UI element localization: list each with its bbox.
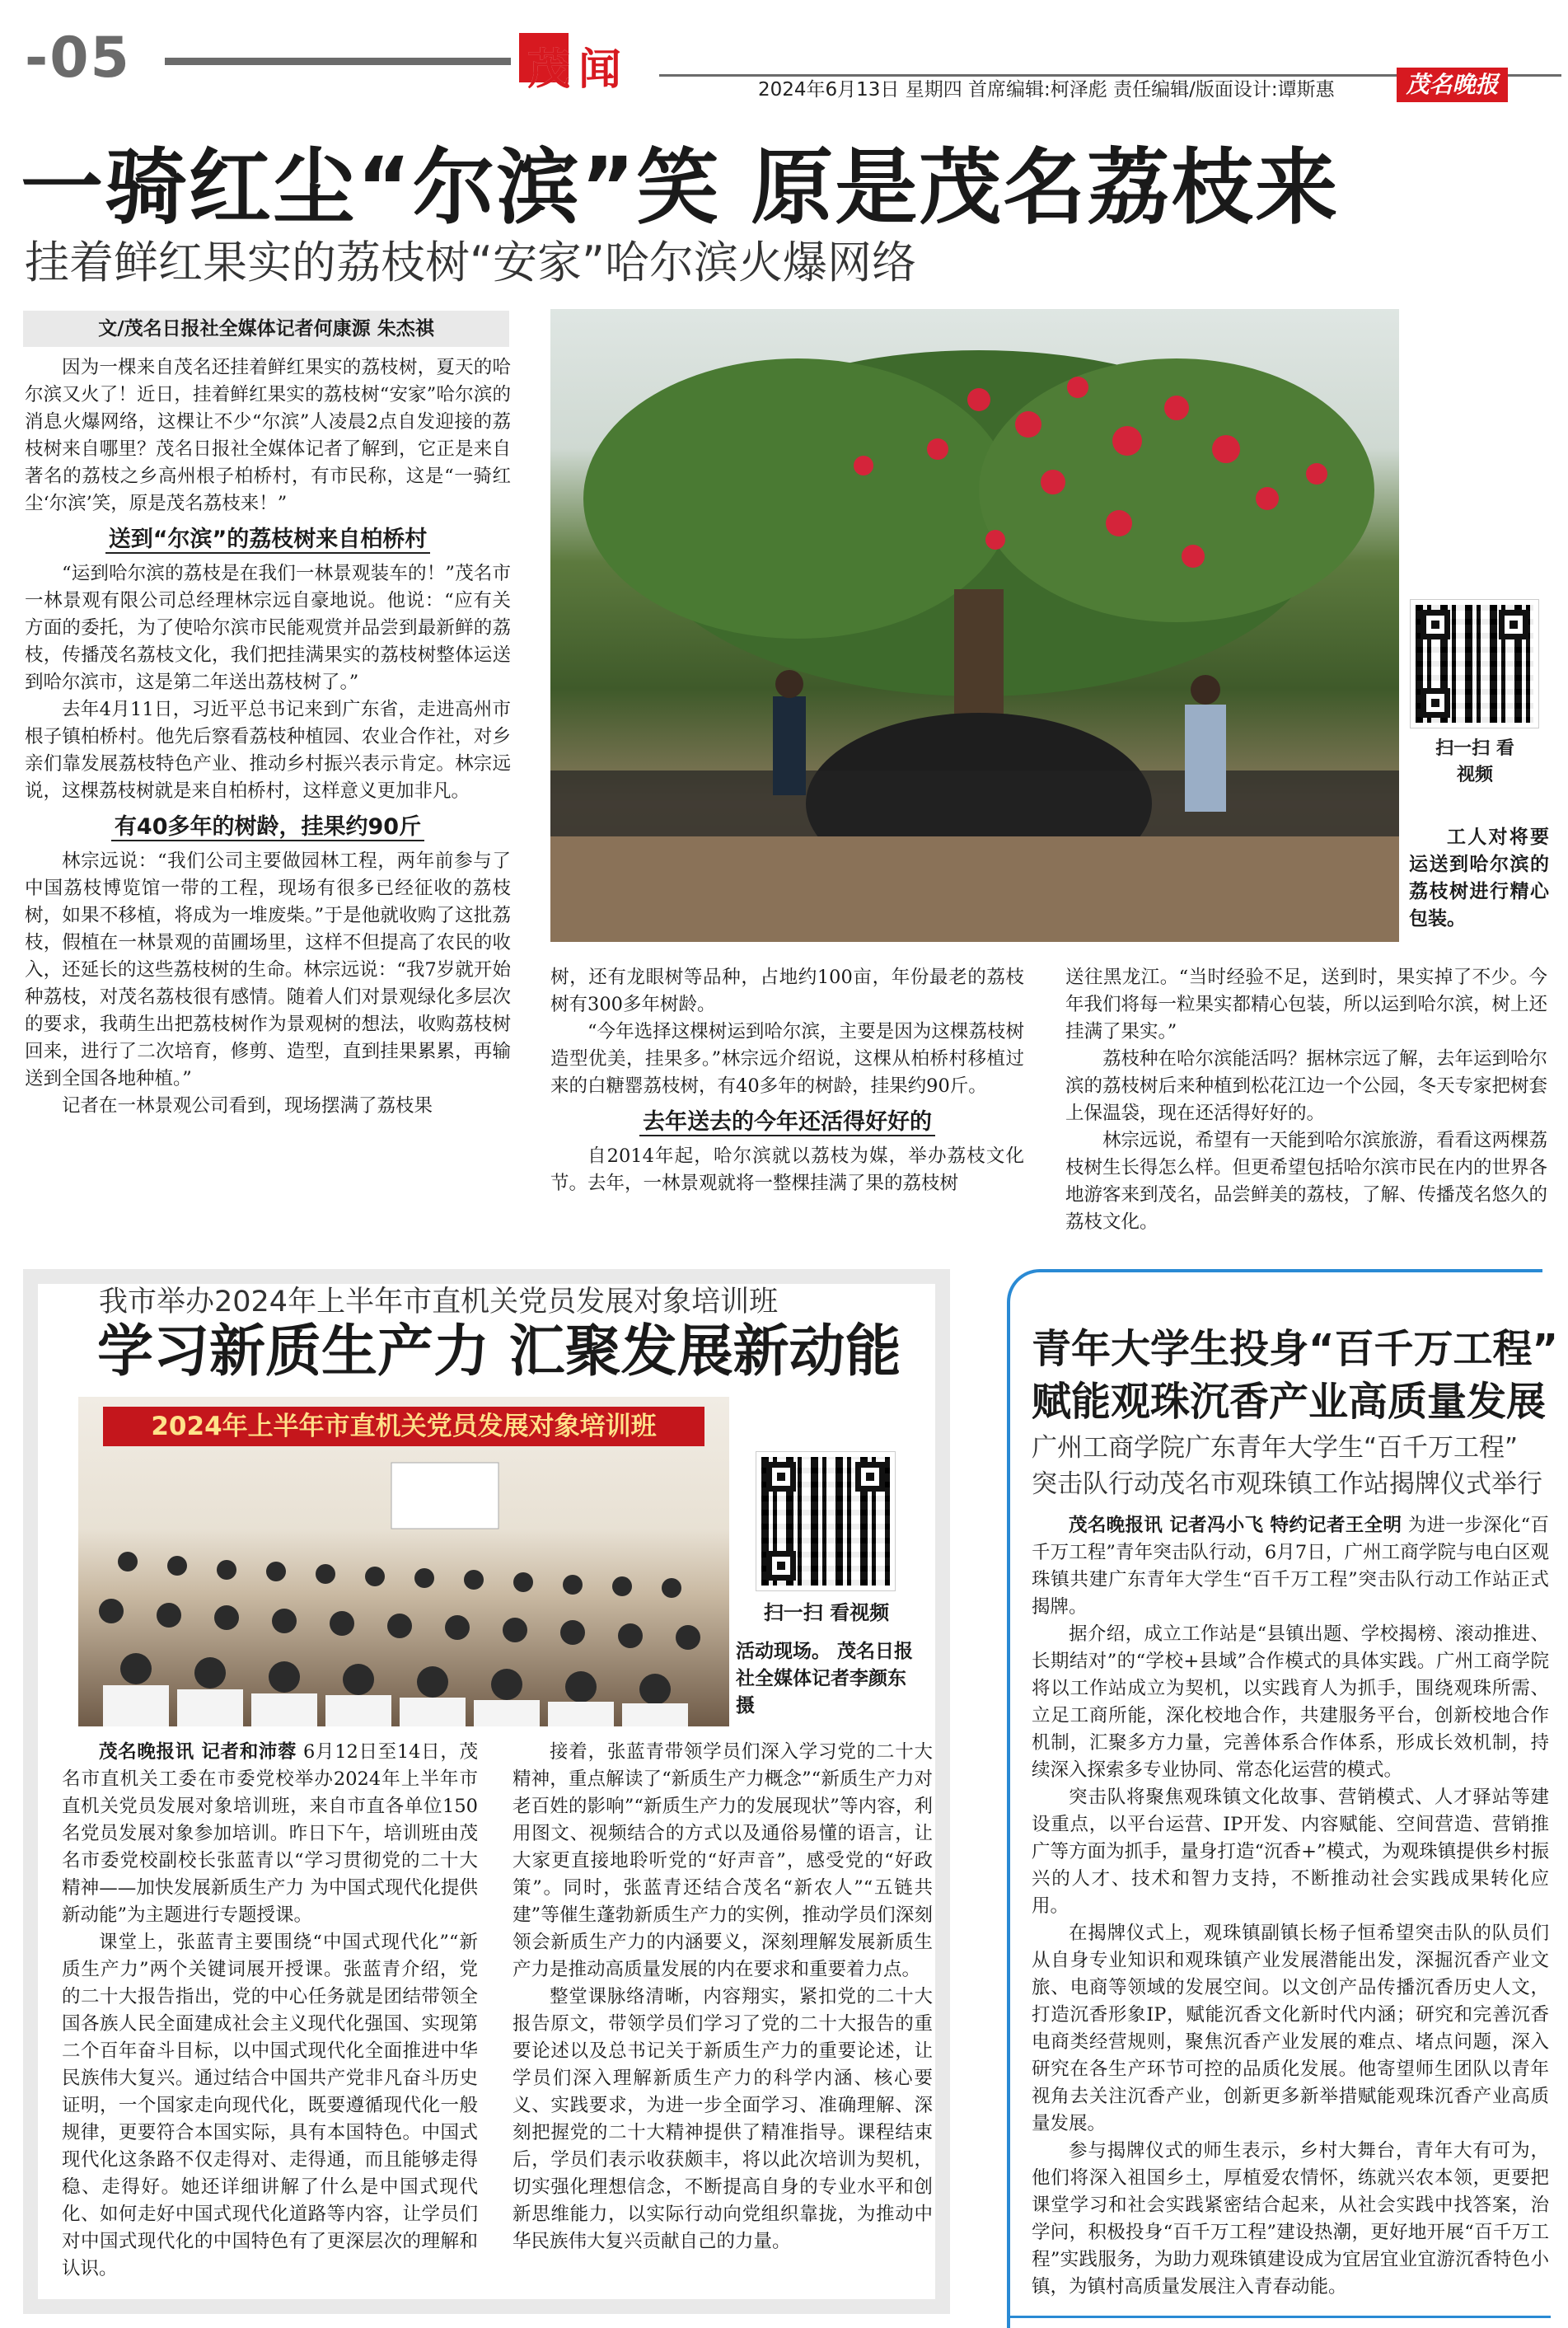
byline: 茂名晚报讯 记者冯小飞 特约记者王全明 bbox=[1069, 1515, 1402, 1536]
article1-col2 bbox=[550, 964, 1024, 1197]
headline-lychee: 一骑红尘“尔滨”笑 原是茂名荔枝来 bbox=[21, 139, 1340, 236]
article2-headline: 学习新质生产力 汇聚发展新动能 bbox=[97, 1319, 901, 1384]
lychee-tree-photo bbox=[550, 309, 1399, 942]
header-rule-left bbox=[165, 58, 511, 65]
paragraph: 课堂上，张蓝青主要围绕“中国式现代化”“新质生产力”两个关键词展开授课。张蓝青介绍，党的二十大报告指出，党的中心任务就是团结带领全国各族人民全面建成社会主义现代化强国、实现第二个百年奋斗目标，以中国式现代化全面推进中华民族伟大复兴。通过结合中国共产党非凡奋斗历史证明，一个国家走向现代化，既要遵循现代化一般规律，更要符合本国实际，具有本国特色。中国式现代化这条路不仅走得对、走得通，而且能够走得稳、走得好。她还详细讲解了什么是中国式现代化、如何走好中国式现代化道路等内容，让学员们对中国式现代化的中国特色有了更深层次的理解和认识。 bbox=[62, 1932, 478, 2279]
qr-code[interactable] bbox=[1411, 600, 1538, 728]
paragraph: 突击队将聚焦观珠镇文化故事、营销模式、人才驿站等建设重点，以平台运营、IP开发、内容赋能、空间营造、营销推广等方面为抓手，量身打造“沉香+”模式，为观珠镇提供乡村振兴的人才、技术和智力支持，不断推动社会实践成果转化应用。 bbox=[1032, 1787, 1549, 1917]
headline-line: 青年大学生投身“百千万工程” bbox=[1032, 1326, 1559, 1372]
paragraph: “运到哈尔滨的荔枝是在我们一林景观装车的！”茂名市一林景观有限公司总经理林宗远自豪地说。他说：“应有关方面的委托，为了使哈尔滨市民能观赏并品尝到最新鲜的荔枝，传播茂名荔枝文化，我们把挂满果实的荔枝树整体运送到哈尔滨市，这是第二年送出荔枝树了。” bbox=[25, 563, 511, 693]
date-line: 2024年6月13日 星期四 首席编辑:柯泽彪 责任编辑/版面设计:谭斯惠 bbox=[758, 79, 1335, 101]
article1-col3 bbox=[1065, 964, 1547, 1236]
article3-blue-rule-bottom bbox=[1007, 2316, 1551, 2318]
byline-box: 文/茂名日报社全媒体记者何康源 朱杰祺 bbox=[23, 311, 509, 347]
training-banner: 2024年上半年市直机关党员发展对象培训班 bbox=[103, 1407, 704, 1446]
photo-caption: 活动现场。 茂名日报社全媒体记者李颜东 摄 bbox=[736, 1641, 914, 1717]
photo-caption: 工人对将要运送到哈尔滨的荔枝树进行精心包装。 bbox=[1409, 827, 1549, 930]
subhead bbox=[25, 524, 511, 555]
paragraph: 接着，张蓝青带领学员们深入学习党的二十大精神，重点解读了“新质生产力概念”“新质生产力对老百姓的影响”“新质生产力的发展现状”等内容，利用图文、视频结合的方式以及通俗易懂的语言，让大家更直接地聆听党的“好声音”，感受党的“好政策”。同时，张蓝青还结合茂名“新农人”“五链共建”等催生蓬勃新质生产力的实例，推动学员们深刻领会新质生产力的内涵要义，深刻理解发展新质生产力是推动高质量发展的内在要求和重要着力点。 bbox=[513, 1741, 933, 1980]
paragraph: 参与揭牌仪式的师生表示，乡村大舞台，青年大有可为，他们将深入祖国乡土，厚植爱农情怀，练就兴农本领，更要把课堂学习和社会实践紧密结合起来，从社会实践中找答案，治学问，积极投身“百千万工程”建设热潮，更好地开展“百千万工程”实践服务，为助力观珠镇建设成为宜居宜业宜游沉香特色小镇，为镇村高质量发展注入青春动能。 bbox=[1032, 2140, 1549, 2298]
page-number: -05 bbox=[25, 26, 131, 91]
paragraph: 送往黑龙江。“当时经验不足，送到时，果实掉了不少。今年我们将每一粒果实都精心包装，所以运到哈尔滨，树上还挂满了果实。” bbox=[1065, 967, 1548, 1042]
lychee-photo-art bbox=[550, 309, 1399, 942]
article2-col1 bbox=[62, 1739, 478, 2283]
subhead bbox=[550, 1107, 1024, 1138]
article3-body bbox=[1032, 1512, 1549, 2301]
training-class-photo bbox=[78, 1397, 729, 1726]
paragraph: 林宗远说，希望有一天能到哈尔滨旅游，看看这两棵荔枝树生长得怎么样。但更希望包括哈尔滨市民在内的世界各地游客来到茂名，品尝鲜美的荔枝，了解、传播茂名悠久的荔枝文化。 bbox=[1065, 1130, 1548, 1233]
subhead-text: 有40多年的树龄，挂果约90斤 bbox=[111, 814, 424, 841]
paragraph: 在揭牌仪式上，观珠镇副镇长杨子恒希望突击队的队员们从自身专业知识和观珠镇产业发展潜能出发，深掘沉香产业文旅、电商等领域的发展空间。以文创产品传播沉香历史人文，打造沉香形象IP，赋能沉香文化新时代内涵；研究和完善沉香电商类经营规则，聚焦沉香产业发展的难点、堵点问题，深入研究在各生产环节可控的品质化发展。他寄望师生团队以青年视角去关注沉香产业，创新更多新举措赋能观珠沉香产业高质量发展。 bbox=[1032, 1923, 1549, 2134]
paragraph: 林宗远说：“我们公司主要做园林工程，两年前参与了中国荔枝博览馆一带的工程，现场有很多已经征收的荔枝树，如果不移植，将成为一堆废柴。”于是他就收购了这批荔枝，假植在一林景观的苗圃场里，这样不但提高了农民的收入，还延长的这些荔枝树的生命。林宗远说：“我7岁就开始种荔枝，对茂名荔枝很有感情。随着人们对景观绿化多层次的要求，我萌生出把荔枝树作为景观树的想法，收购荔枝树回来，进行了二次培育，修剪、造型，直到挂果累累，再输送到全国各地种植。” bbox=[25, 850, 511, 1089]
qr-label: 扫一扫 看视频 bbox=[1435, 738, 1514, 785]
paragraph: 自2014年起，哈尔滨就以荔枝为媒，举办荔枝文化节。去年，一林景观就将一整棵挂满了果的荔枝树 bbox=[550, 1145, 1024, 1194]
paragraph: “今年选择这棵树运到哈尔滨，主要是因为这棵荔枝树造型优美，挂果多。”林宗远介绍说，这棵从柏桥村移植过来的白糖罂荔枝树，有40多年的树龄，挂果约90斤。 bbox=[550, 1021, 1024, 1097]
paragraph: 树，还有龙眼树等品种，占地约100亩，年份最老的荔枝树有300多年树龄。 bbox=[550, 967, 1024, 1015]
qr-finder bbox=[1421, 610, 1450, 639]
subhead-text: 送到“尔滨”的荔枝树来自柏桥村 bbox=[105, 527, 431, 554]
qr-finder bbox=[1421, 688, 1450, 718]
article1-col1 bbox=[25, 354, 511, 1120]
paragraph-text: 为进一步深化“百千万工程”青年突击队行动，6月7日，广州工商学院与电白区观珠镇共建广东青年大学生“百千万工程”突击队行动工作站正式揭牌。 bbox=[1032, 1515, 1549, 1618]
qr-finder bbox=[855, 1462, 885, 1492]
article3-headline bbox=[1032, 1323, 1558, 1428]
section-label bbox=[519, 33, 651, 95]
paragraph: 荔枝种在哈尔滨能活吗？据林宗远了解，去年运到哈尔滨的荔枝树后来种植到松花江边一个公园，冬天专家把树套上保温袋，现在还活得好好的。 bbox=[1065, 1048, 1548, 1124]
paragraph: 整堂课脉络清晰，内容翔实，紧扣党的二十大报告原文，带领学员们学习了党的二十大报告的重要论述以及总书记关于新质生产力的重要论述，让学员们深入理解新质生产力的科学内涵、核心要义、实践要求，为进一步全面学习、准确理解、深刻把握党的二十大精神提供了精准指导。课程结束后，学员们表示收获颇丰，将以此次培训为契机，切实强化理想信念，不断提高自身的专业水平和创新思维能力，以实际行动向党组织靠拢，为推动中华民族伟大复兴贡献自己的力量。 bbox=[513, 1986, 933, 2252]
qr-finder bbox=[1499, 610, 1528, 639]
qr-label: 扫一扫 看视频 bbox=[763, 1601, 890, 1624]
article2-kicker: 我市举办2024年上半年市直机关党员发展对象培训班 bbox=[99, 1286, 779, 1319]
paragraph: 去年4月11日，习近平总书记来到广东省，走进高州市根子镇柏桥村。他先后察看荔枝种植园、农业合作社，对乡亲们靠发展荔枝特色产业、推动乡村振兴表示肯定。林宗远说，这棵荔枝树就是来自柏桥村，这样意义更加非凡。 bbox=[25, 699, 511, 802]
subheadline-lychee: 挂着鲜红果实的荔枝树“安家”哈尔滨火爆网络 bbox=[25, 237, 916, 288]
qr-finder bbox=[766, 1551, 796, 1581]
paragraph: 记者在一林景观公司看到，现场摆满了荔枝果 bbox=[62, 1095, 433, 1117]
headline-line: 赋能观珠沉香产业高质量发展 bbox=[1032, 1379, 1547, 1425]
subheadline-line: 广州工商学院广东青年大学生“百千万工程” bbox=[1032, 1433, 1519, 1463]
article2-col2 bbox=[513, 1739, 933, 2255]
subhead-text: 去年送去的今年还活得好好的 bbox=[639, 1109, 935, 1136]
byline: 茂名晚报讯 记者和沛蓉 bbox=[99, 1741, 297, 1763]
paragraph: 据介绍，成立工作站是“县镇出题、学校揭榜、滚动推进、长期结对”的“学校+县域”合作模式的具体实践。广州工商学院将以工作站成立为契机，以实践育人为抓手，围绕观珠所需、立足工商所能，深化校地合作，共建服务平台，创新校地合作机制，汇聚多方力量，完善体系合作体系，形成长效机制，持续深入探索多专业协同、常态化运营的模式。 bbox=[1032, 1623, 1549, 1781]
article3-subheadline bbox=[1032, 1430, 1542, 1502]
subhead bbox=[25, 812, 511, 843]
qr-code[interactable] bbox=[756, 1452, 895, 1590]
qr-finder bbox=[766, 1462, 796, 1492]
audience-art bbox=[78, 1397, 729, 1726]
paragraph bbox=[1032, 1512, 1549, 1621]
subheadline-line: 突击队行动茂名市观珠镇工作站揭牌仪式举行 bbox=[1032, 1469, 1542, 1499]
paragraph bbox=[62, 1739, 478, 1929]
paragraph: 因为一棵来自茂名还挂着鲜红果实的荔枝树，夏天的哈尔滨又火了！近日，挂着鲜红果实的荔枝树“安家”哈尔滨的消息火爆网络，这棵让不少“尔滨”人凌晨2点自发迎接的荔枝树来自哪里？茂名日报社全媒体记者了解到，它正是来自著名的荔枝之乡高州根子柏桥村，有市民称，这是“一骑红尘‘尔滨’笑，原是茂名荔枝来！” bbox=[25, 357, 511, 514]
masthead-logo: 茂名晚报 bbox=[1397, 68, 1508, 102]
section-title: 茂闻 bbox=[527, 45, 630, 95]
paragraph-text: 6月12日至14日，茂名市直机关工委在市委党校举办2024年上半年市直机关党员发展对象培训班，来自市直各单位150名党员发展对象参加培训。昨日下午，培训班由茂名市委党校副校长张蓝青以“学习贯彻党的二十大精神——加快发展新质生产力 为中国式现代化提供新动能”为主题进行专题授课。 bbox=[62, 1741, 478, 1926]
